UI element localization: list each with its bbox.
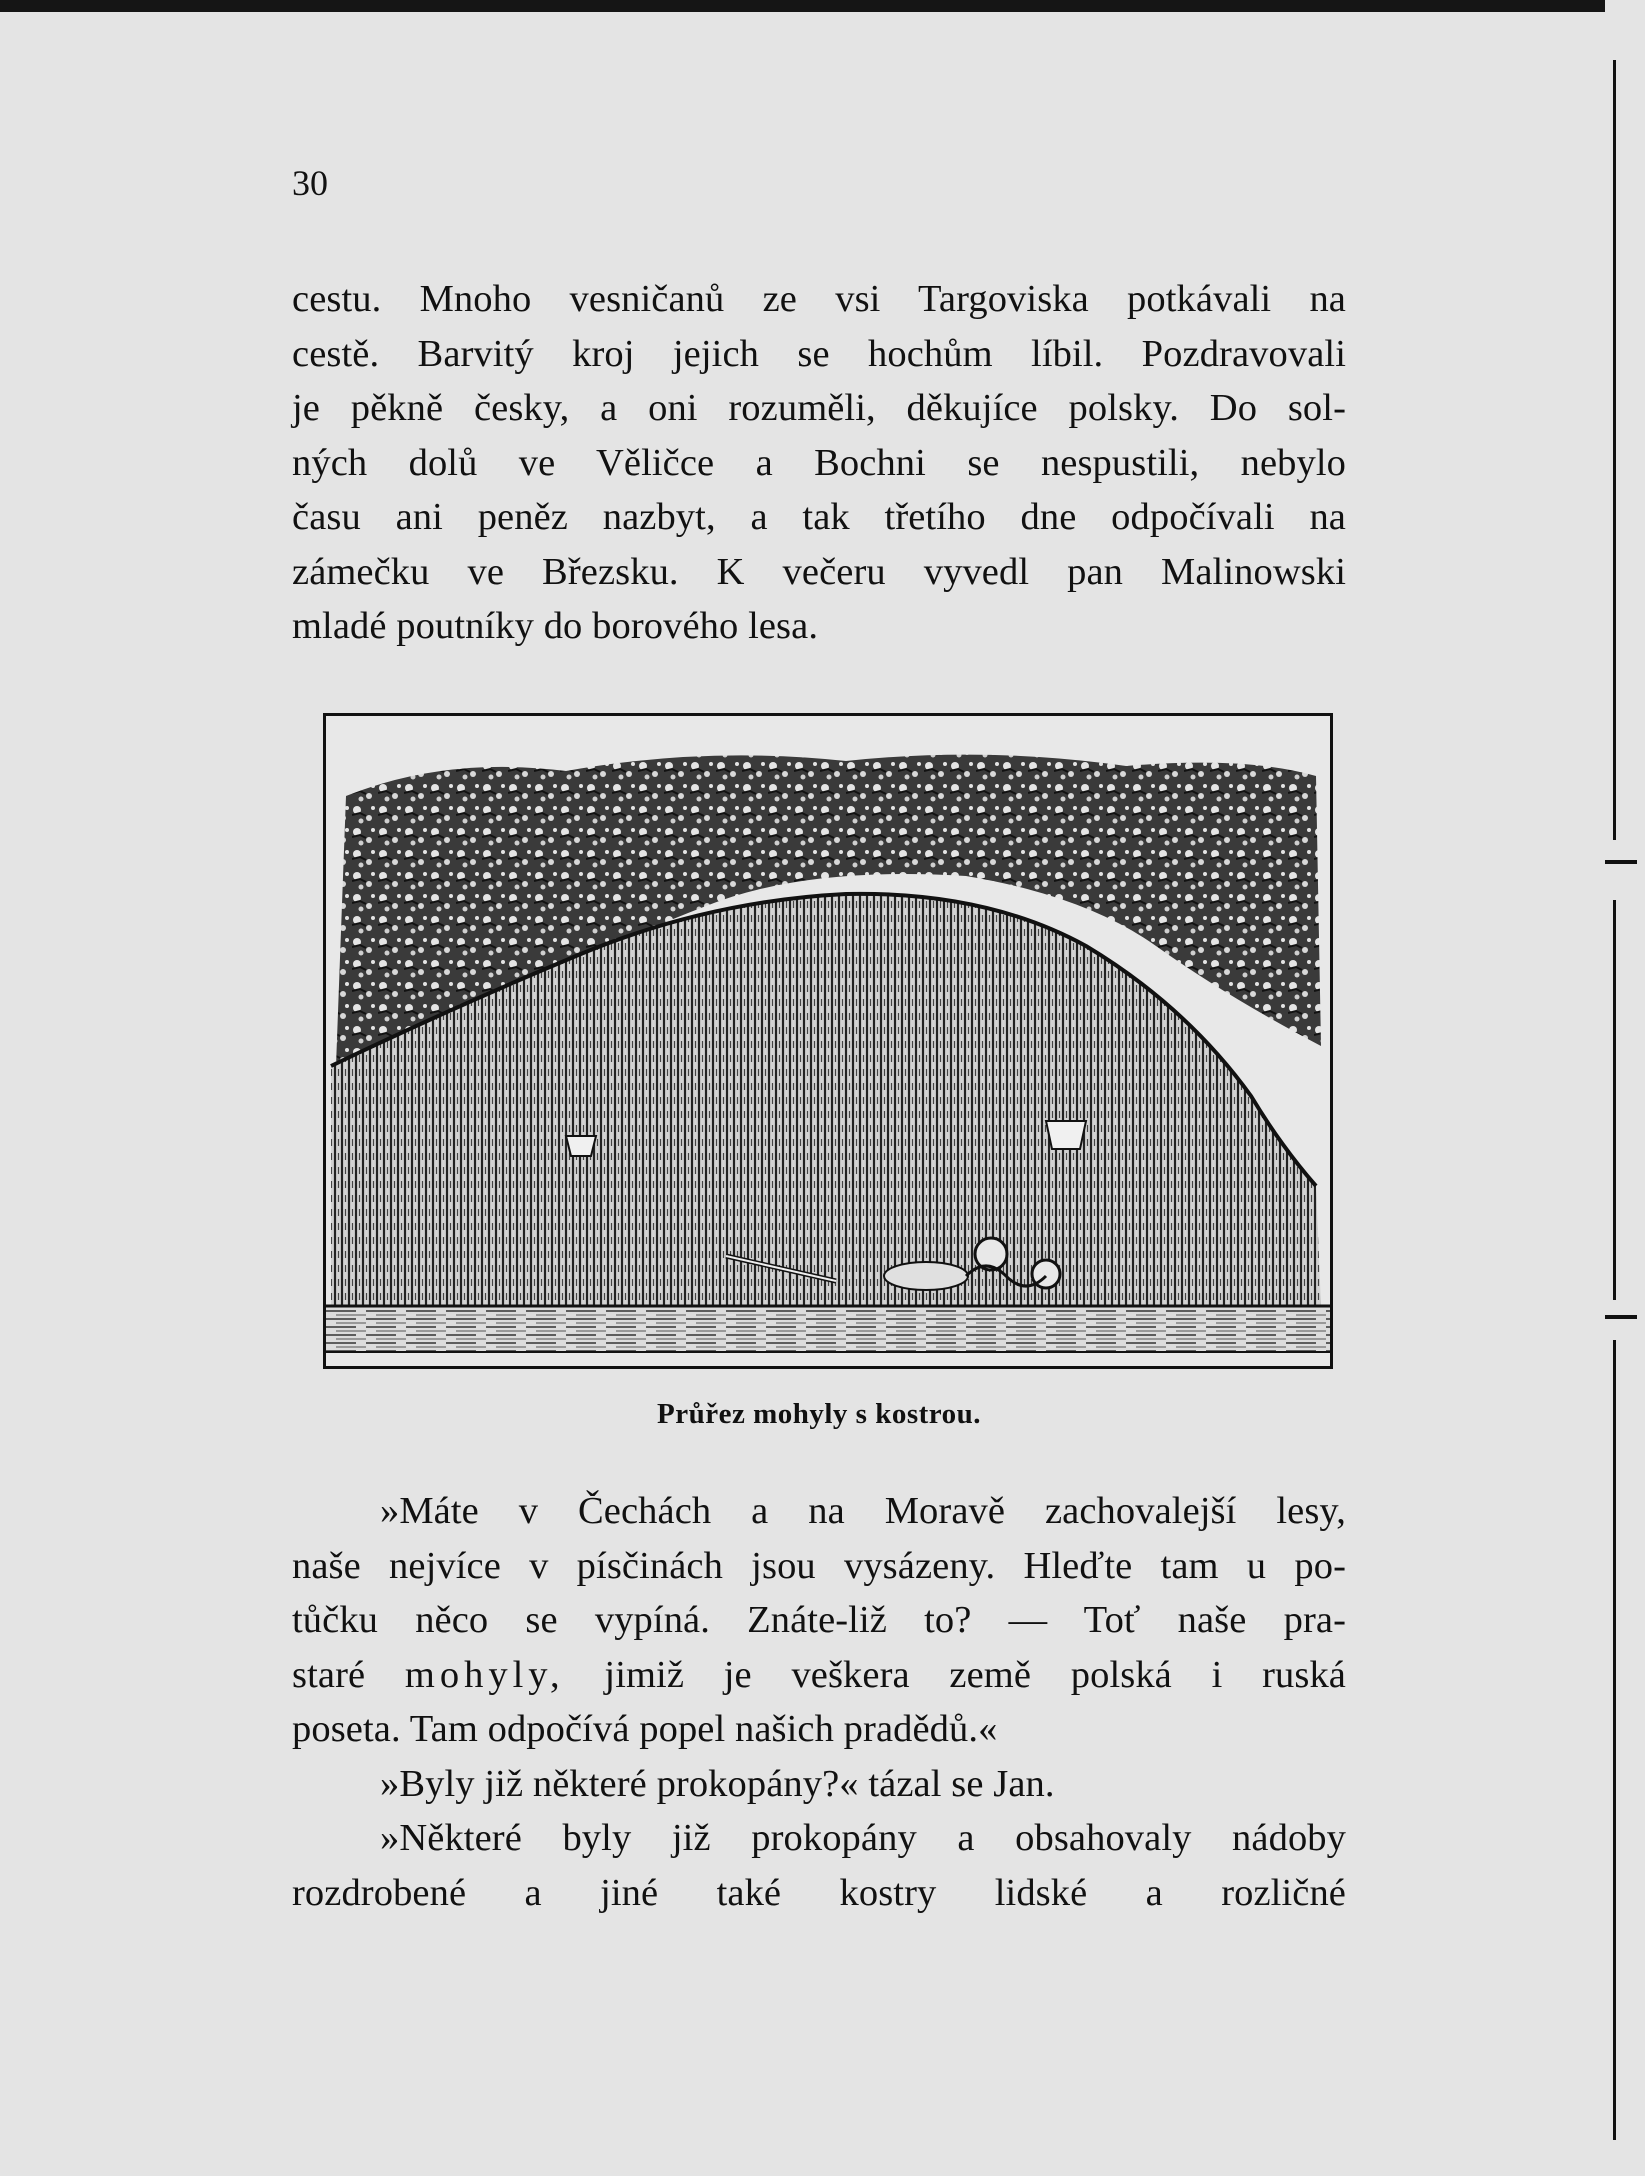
paragraph-line: »Máte v Čechách a na Moravě zachovalejší lesy, (380, 1490, 1346, 1532)
paragraph-line: mladé poutníky do borového lesa. (292, 605, 819, 647)
paragraph-line: tůčku něco se vypíná. Znáte-liž to? — Toť naše pra- (292, 1599, 1346, 1641)
page-number: 30 (292, 163, 328, 203)
edge-rule (1613, 60, 1616, 840)
figure-caption: Průřez mohyly s kostrou. (656, 1398, 981, 1430)
paragraph-line: »Některé byly již prokopány a obsahovaly nádoby (380, 1817, 1346, 1859)
paragraph-line (292, 1648, 1346, 1703)
engraving (326, 716, 1330, 1366)
paragraph-line: »Byly již některé prokopány?« tázal se Jan. (380, 1762, 1055, 1805)
edge-tick (1605, 860, 1637, 864)
emphasized-word: mohyly, (404, 1653, 565, 1696)
edge-tick (1605, 1315, 1637, 1319)
burial-mound-illustration (323, 713, 1333, 1369)
text-segment: jimiž je veškera země polská i ruská (604, 1653, 1346, 1696)
paragraph-line: rozdrobené a jiné také kostry lidské a rozličné (292, 1871, 1346, 1914)
paragraph-line: cestě. Barvitý kroj jejich se hochům líbil. Pozdravovali (292, 332, 1346, 375)
ground-layer (326, 1306, 1330, 1352)
paragraph-line: ných dolů ve Věličce a Bochni se nespustili, nebylo (292, 441, 1346, 484)
paragraph-line: je pěkně česky, a oni rozuměli, děkujíce polsky. Do sol- (292, 387, 1346, 429)
edge-rule (1613, 1340, 1616, 2140)
paragraph-line: naše nejvíce v písčinách jsou vysázeny. Hleďte tam u po- (292, 1544, 1346, 1587)
pottery-vessel (566, 1136, 596, 1156)
paragraph-line: cestu. Mnoho vesničanů ze vsi Targoviska potkávali na (292, 278, 1346, 320)
adjacent-page-edge (1605, 0, 1645, 2176)
text-segment: staré (292, 1653, 366, 1696)
paragraph-line: zámečku ve Březsku. K večeru vyvedl pan Malinowski (292, 550, 1346, 593)
pottery-vessel (1046, 1121, 1086, 1149)
paragraph-line: poseta. Tam odpočívá popel našich pradědů.« (292, 1708, 998, 1750)
paragraph-line: času ani peněz nazbyt, a tak třetího dne odpočívali na (292, 496, 1346, 538)
edge-rule (1613, 900, 1616, 1300)
